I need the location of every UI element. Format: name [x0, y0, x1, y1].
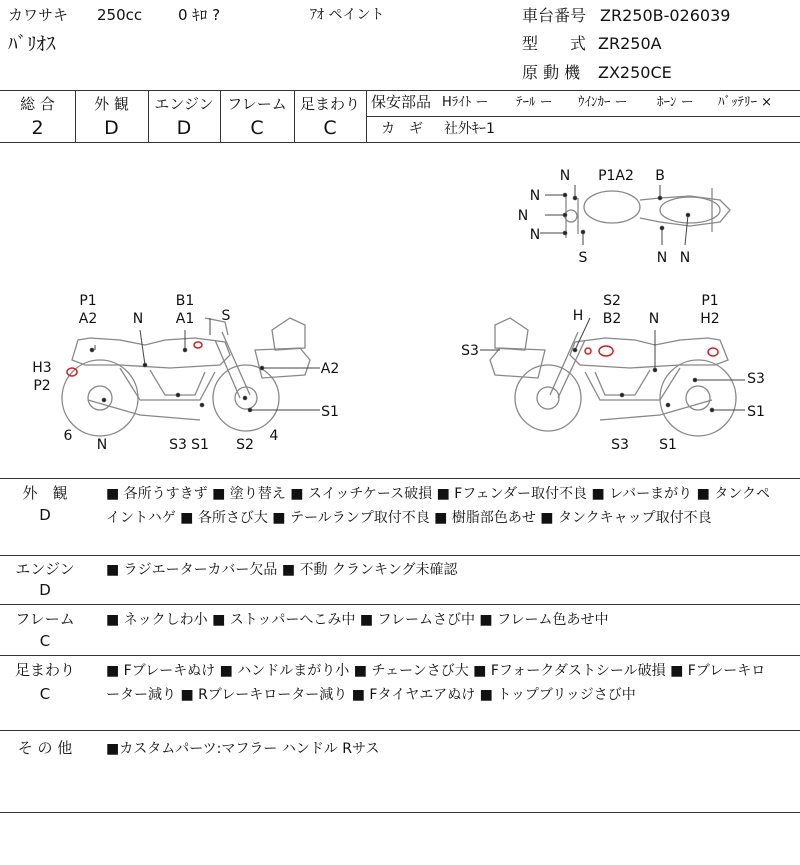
divider: [0, 478, 800, 479]
frame-no-label: 車台番号: [522, 6, 587, 25]
diagram-label: H: [572, 308, 584, 324]
right-side-bike: [490, 318, 736, 436]
grade-value-suspension: C: [323, 117, 337, 139]
color: ｱｵ ペイント: [310, 7, 385, 23]
engine-label: 原 動 機: [522, 63, 581, 82]
safety-label: 保安部品: [371, 93, 432, 111]
diagram-label: S: [221, 308, 231, 324]
diagram-label: B1: [175, 293, 195, 309]
diagram-label: A2: [78, 311, 98, 327]
safety-headlight: Hﾗｲﾄ ー: [442, 95, 489, 110]
safety-winker: ｳｲﾝｶｰ ー: [578, 95, 628, 110]
section-grade: C: [39, 685, 51, 703]
section-label: フレーム: [15, 610, 75, 628]
displacement: 250cc: [97, 6, 143, 24]
type-value: ZR250A: [598, 34, 662, 53]
diagram-label: S2: [236, 437, 254, 453]
engine-value: ZX250CE: [598, 63, 672, 82]
maker: カワサキ: [8, 6, 69, 24]
diagram-label: S3: [747, 371, 765, 387]
divider: [0, 604, 800, 605]
diagram-label: 6: [63, 428, 73, 444]
diagram-label: N: [529, 227, 541, 243]
diagram-label: S3: [169, 437, 187, 453]
grade-value-engine: D: [176, 117, 192, 139]
grade-value-frame: C: [250, 117, 264, 139]
mileage: 0 ｷﾛ ?: [178, 6, 221, 24]
diagram-label: S: [578, 250, 588, 266]
diagram-label: S1: [659, 437, 677, 453]
diagram-label: P2: [33, 378, 51, 394]
diagram-label: H2: [700, 311, 720, 327]
section-text: ■ ラジエーターカバー欠品 ■ 不動 クランキング未確認: [106, 562, 458, 578]
grade-header-overall: 総 合: [20, 95, 55, 113]
diagram-label: P1A2: [598, 168, 634, 184]
key-label: カ ギ: [381, 121, 423, 137]
damage-marks: [67, 342, 718, 376]
diagram-label: N: [559, 168, 571, 184]
section-label: エンジン: [15, 560, 75, 578]
grade-value-overall: 2: [31, 117, 44, 139]
diagram-label: A1: [175, 311, 195, 327]
safety-tail: ﾃｰﾙ ー: [516, 95, 553, 110]
section-grade: C: [39, 632, 51, 650]
diagram-label: S3: [611, 437, 629, 453]
section-label: そ の 他: [17, 739, 73, 757]
section-grade: D: [39, 581, 51, 599]
diagram-label: S1: [747, 404, 765, 420]
diagram-label: S2: [603, 293, 621, 309]
diagram-label: 4: [269, 428, 279, 444]
diagram-label: B2: [602, 311, 622, 327]
diagram-label: S3: [461, 343, 479, 359]
diagram-label: S1: [321, 404, 339, 420]
diagram-label: N: [517, 208, 529, 224]
section-text: ■ ネックしわ小 ■ ストッパーへこみ中 ■ フレームさび中 ■ フレーム色あせ中: [106, 612, 609, 628]
diagram-labels: [32, 168, 765, 453]
divider: [0, 655, 800, 656]
top-view-bike: [565, 188, 730, 238]
diagram-label: A2: [320, 361, 340, 377]
grade-header-exterior: 外 観: [94, 95, 129, 113]
divider: [0, 90, 800, 91]
section-label: 外 観: [22, 484, 68, 502]
key-value: 社外ｷｰ1: [444, 121, 495, 137]
safety-battery: ﾊﾞｯﾃﾘｰ ×: [718, 95, 773, 110]
type-label: 型 式: [522, 34, 587, 53]
section-grade: D: [39, 506, 51, 524]
diagram-label: H3: [32, 360, 52, 376]
diagram-label: B: [655, 168, 665, 184]
bike-diagram: [0, 143, 800, 477]
section-text: ■ Fブレーキぬけ ■ ハンドルまがり小 ■ チェーンさび大 ■ Fフォークダストシール破損 ■ Fブレーキローター減り ■ Rブレーキローター減り ■ Fタイヤエアぬけ ■ トップブリッジさび中: [106, 663, 766, 703]
diagram-label: N: [132, 311, 144, 327]
divider: [0, 555, 800, 556]
safety-horn: ﾎｰﾝ ー: [657, 95, 694, 110]
grade-value-exterior: D: [104, 117, 119, 139]
diagram-label: N: [679, 250, 691, 266]
diagram-label: N: [529, 188, 541, 204]
grade-header-frame: フレーム: [227, 95, 287, 113]
model-name: ﾊﾞﾘｵｽ: [8, 33, 56, 55]
left-side-bike: [62, 318, 310, 436]
diagram-label: N: [96, 437, 108, 453]
section-text: ■カスタムパーツ:マフラー ハンドル Rサス: [106, 741, 380, 757]
divider: [0, 730, 800, 731]
grade-header-engine: エンジン: [154, 95, 214, 113]
section-text: ■ 各所うすきず ■ 塗り替え ■ スイッチケース破損 ■ Fフェンダー取付不良 ■ レバーまがり ■ タンクペイントハゲ ■ 各所さび大 ■ テールランプ取付不良 ■ 樹脂部色あせ ■ タンクキャップ取付不良: [106, 486, 771, 526]
diagram-label: S1: [191, 437, 209, 453]
frame-no: ZR250B-026039: [600, 6, 731, 25]
divider: [366, 116, 800, 117]
section-label: 足まわり: [14, 661, 75, 679]
diagram-label: P1: [701, 293, 719, 309]
diagram-label: N: [656, 250, 668, 266]
grade-header-suspension: 足まわり: [299, 95, 360, 113]
divider: [0, 812, 800, 813]
diagram-label: P1: [79, 293, 97, 309]
diagram-label: N: [648, 311, 660, 327]
